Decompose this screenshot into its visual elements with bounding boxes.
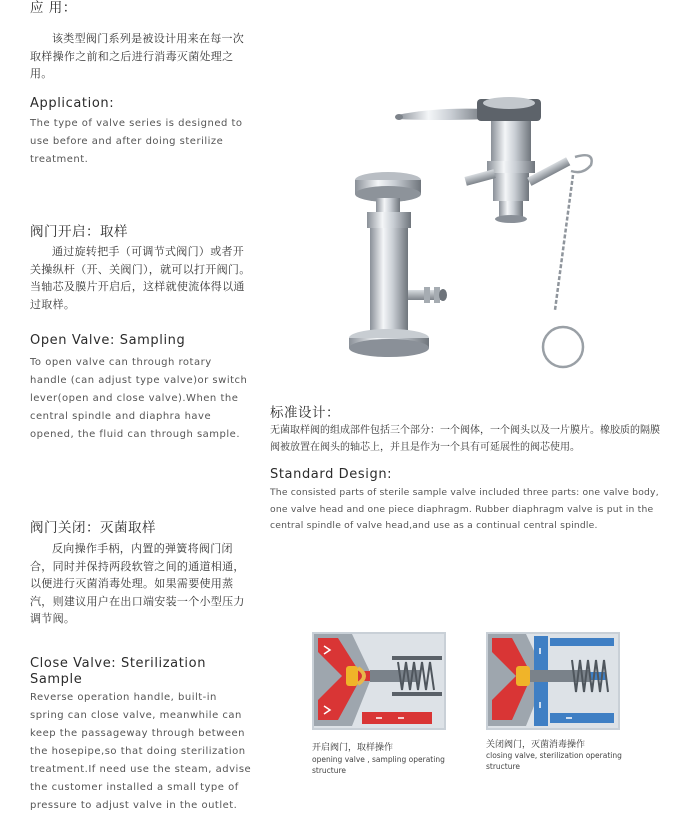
standard-design-body-cn: 无菌取样阀的组成部件包括三个部分：一个阀体，一个阀头以及一片膜片。橡胶质的隔膜阀被放置在阀头的轴芯上，并且是作为一个具有可延展性的阀芯使用。 bbox=[270, 425, 660, 453]
open-diagram-caption-en: opening valve , sampling operating structure bbox=[312, 755, 445, 775]
standard-design-body-en: The consisted parts of sterile sample valve included three parts: one valve body, one valve head and one piece diaphragm. Rubber diaphragm valve is put in the central spindle of valve head,and use as a continual central spindle. bbox=[270, 487, 659, 531]
application-heading-en: Application: bbox=[30, 96, 115, 111]
close-valve-body-cn: 反向操作手柄，内置的弹簧将阀门闭合，同时并保持两段软管之间的通道相通，以便进行灭菌消毒处理。如果需要使用蒸汽，则建议用户在出口端安装一个小型压力调节阀。 bbox=[30, 542, 245, 625]
close-valve-heading-cn: 阀门关闭：灭菌取样 bbox=[30, 520, 156, 536]
open-diagram-caption-cn: 开启阀门，取样操作 bbox=[312, 743, 394, 753]
application-body-cn: 该类型阀门系列是被设计用来在每一次取样操作之前和之后进行消毒灭菌处理之用。 bbox=[30, 32, 245, 80]
application-body-en: The type of valve series is designed to use before and after doing sterilize treatment. bbox=[30, 118, 243, 165]
open-valve-cross-section bbox=[312, 632, 446, 730]
lever-sample-valve-illustration bbox=[395, 95, 605, 375]
closed-valve-cross-section bbox=[486, 632, 620, 730]
standard-design-heading-cn: 标准设计： bbox=[270, 405, 340, 421]
open-valve-heading-en: Open Valve: Sampling bbox=[30, 333, 186, 348]
close-valve-body-en: Reverse operation handle, built-in spring can close valve, meanwhile can keep the passageway through between the hosepipe,so that doing sterilization treatment.If need use the steam, advise the customer installed a small type of pressure to adjust valve in the outlet. bbox=[30, 692, 252, 811]
standard-design-heading-en: Standard Design: bbox=[270, 467, 393, 482]
open-valve-body-cn: 通过旋转把手（可调节式阀门）或者开关操纵杆（开、关阀门），就可以打开阀门。当轴芯及膜片开启后，这样就使流体得以通过取样。 bbox=[30, 245, 251, 311]
closed-diagram-caption-en: closing valve, sterilization operating structure bbox=[486, 751, 622, 771]
close-valve-heading-en: Close Valve: Sterilization Sample bbox=[30, 656, 207, 687]
open-valve-body-en: To open valve can through rotary handle (can adjust type valve)or switch lever(open and close valve).When the central spindle and diaphra have opened, the fluid can through sample. bbox=[30, 357, 248, 440]
open-valve-heading-cn: 阀门开启：取样 bbox=[30, 224, 128, 240]
application-heading-cn: 应 用： bbox=[30, 0, 77, 16]
closed-diagram-caption-cn: 关闭阀门，灭菌消毒操作 bbox=[486, 740, 586, 750]
